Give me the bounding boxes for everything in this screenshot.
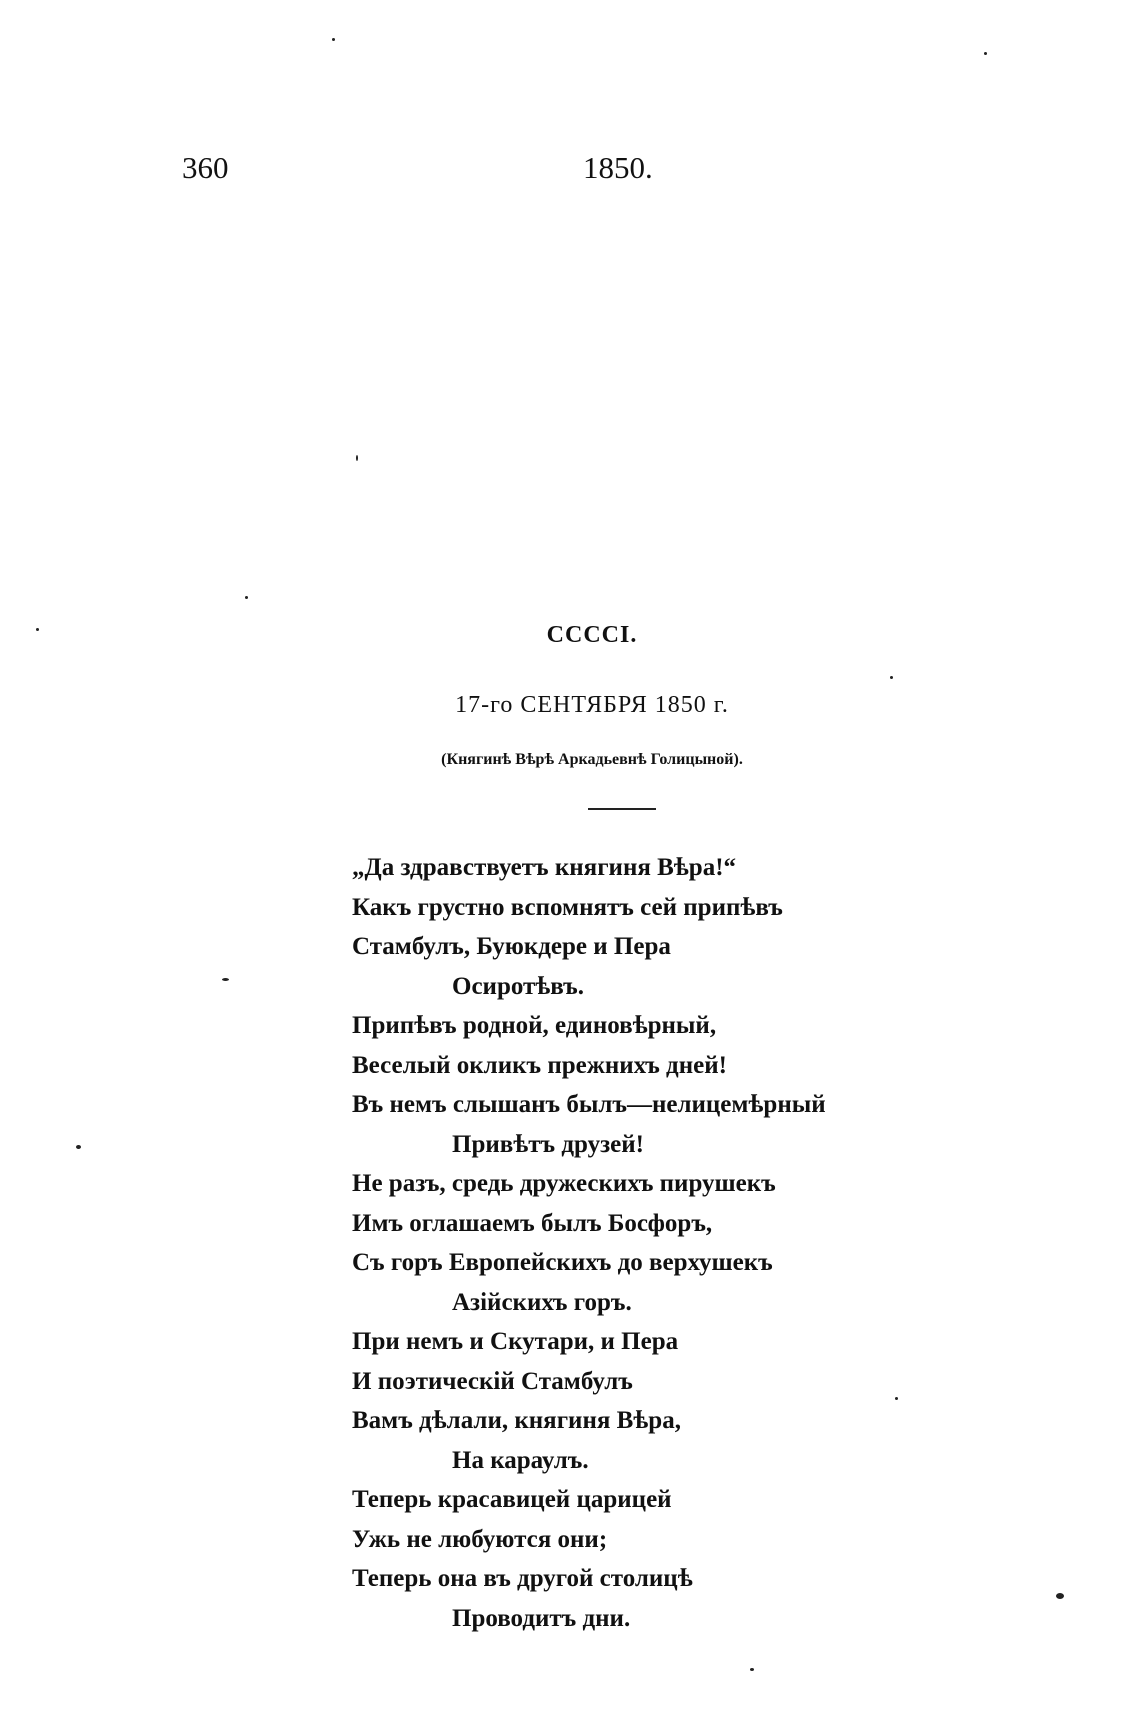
poem-line: При немъ и Скутари, и Пера bbox=[352, 1328, 679, 1355]
title-divider bbox=[588, 808, 656, 810]
scan-speck bbox=[895, 1397, 898, 1400]
scan-speck bbox=[76, 1145, 81, 1149]
poem-line: Ужь не любуются они; bbox=[352, 1525, 608, 1553]
scan-speck bbox=[36, 628, 39, 631]
scan-speck bbox=[984, 52, 987, 55]
poem-line: И поэтическій Стамбулъ bbox=[352, 1367, 633, 1395]
poem-number: CCCCI. bbox=[546, 622, 638, 648]
poem-line: Имъ оглашаемъ былъ Босфоръ, bbox=[352, 1209, 713, 1237]
poem-line: Какъ грустно вспомнятъ сей припѣвъ bbox=[352, 893, 783, 921]
poem-line: Теперь она въ другой столицѣ bbox=[352, 1565, 693, 1592]
poem-body bbox=[352, 848, 952, 1638]
poem-line: Стамбулъ, Буюкдере и Пера bbox=[352, 933, 671, 960]
poem-line: Теперь красавицей царицей bbox=[352, 1486, 672, 1513]
poem-line: Веселый окликъ прежнихъ дней! bbox=[352, 1051, 727, 1079]
scan-speck bbox=[245, 596, 248, 599]
running-head bbox=[0, 150, 1140, 190]
poem-line: Въ немъ слышанъ былъ—нелицемѣрный bbox=[352, 1091, 826, 1118]
poem-title: 17-го СЕНТЯБРЯ 1850 г. bbox=[455, 692, 729, 718]
poem-line: На караулъ. bbox=[452, 1446, 589, 1474]
poem-line: Не разъ, средь дружескихъ пирушекъ bbox=[352, 1170, 776, 1197]
poem-dedication: (Княгинѣ Вѣрѣ Аркадьевнѣ Голицыной). bbox=[441, 751, 743, 768]
page-number: 360 bbox=[182, 150, 229, 185]
poem-line: Осиротѣвъ. bbox=[452, 972, 585, 1000]
scan-speck bbox=[1056, 1593, 1064, 1599]
scan-speck bbox=[332, 38, 335, 41]
running-head-year: 1850. bbox=[583, 150, 653, 185]
poem-line: Съ горъ Европейскихъ до верхушекъ bbox=[352, 1249, 773, 1276]
poem-line: Вамъ дѣлали, княгиня Вѣра, bbox=[352, 1407, 681, 1434]
poem-line: Азійскихъ горъ. bbox=[452, 1288, 632, 1316]
scan-speck bbox=[890, 676, 893, 679]
scan-speck bbox=[750, 1668, 754, 1671]
scan-speck bbox=[356, 455, 358, 461]
scan-speck bbox=[222, 978, 229, 981]
poem-line: Привѣтъ друзей! bbox=[452, 1130, 644, 1158]
poem-line: Припѣвъ родной, единовѣрный, bbox=[352, 1012, 717, 1039]
poem-line: Проводитъ дни. bbox=[452, 1604, 631, 1632]
poem-line: „Да здравствуетъ княгиня Вѣра!“ bbox=[352, 854, 737, 881]
